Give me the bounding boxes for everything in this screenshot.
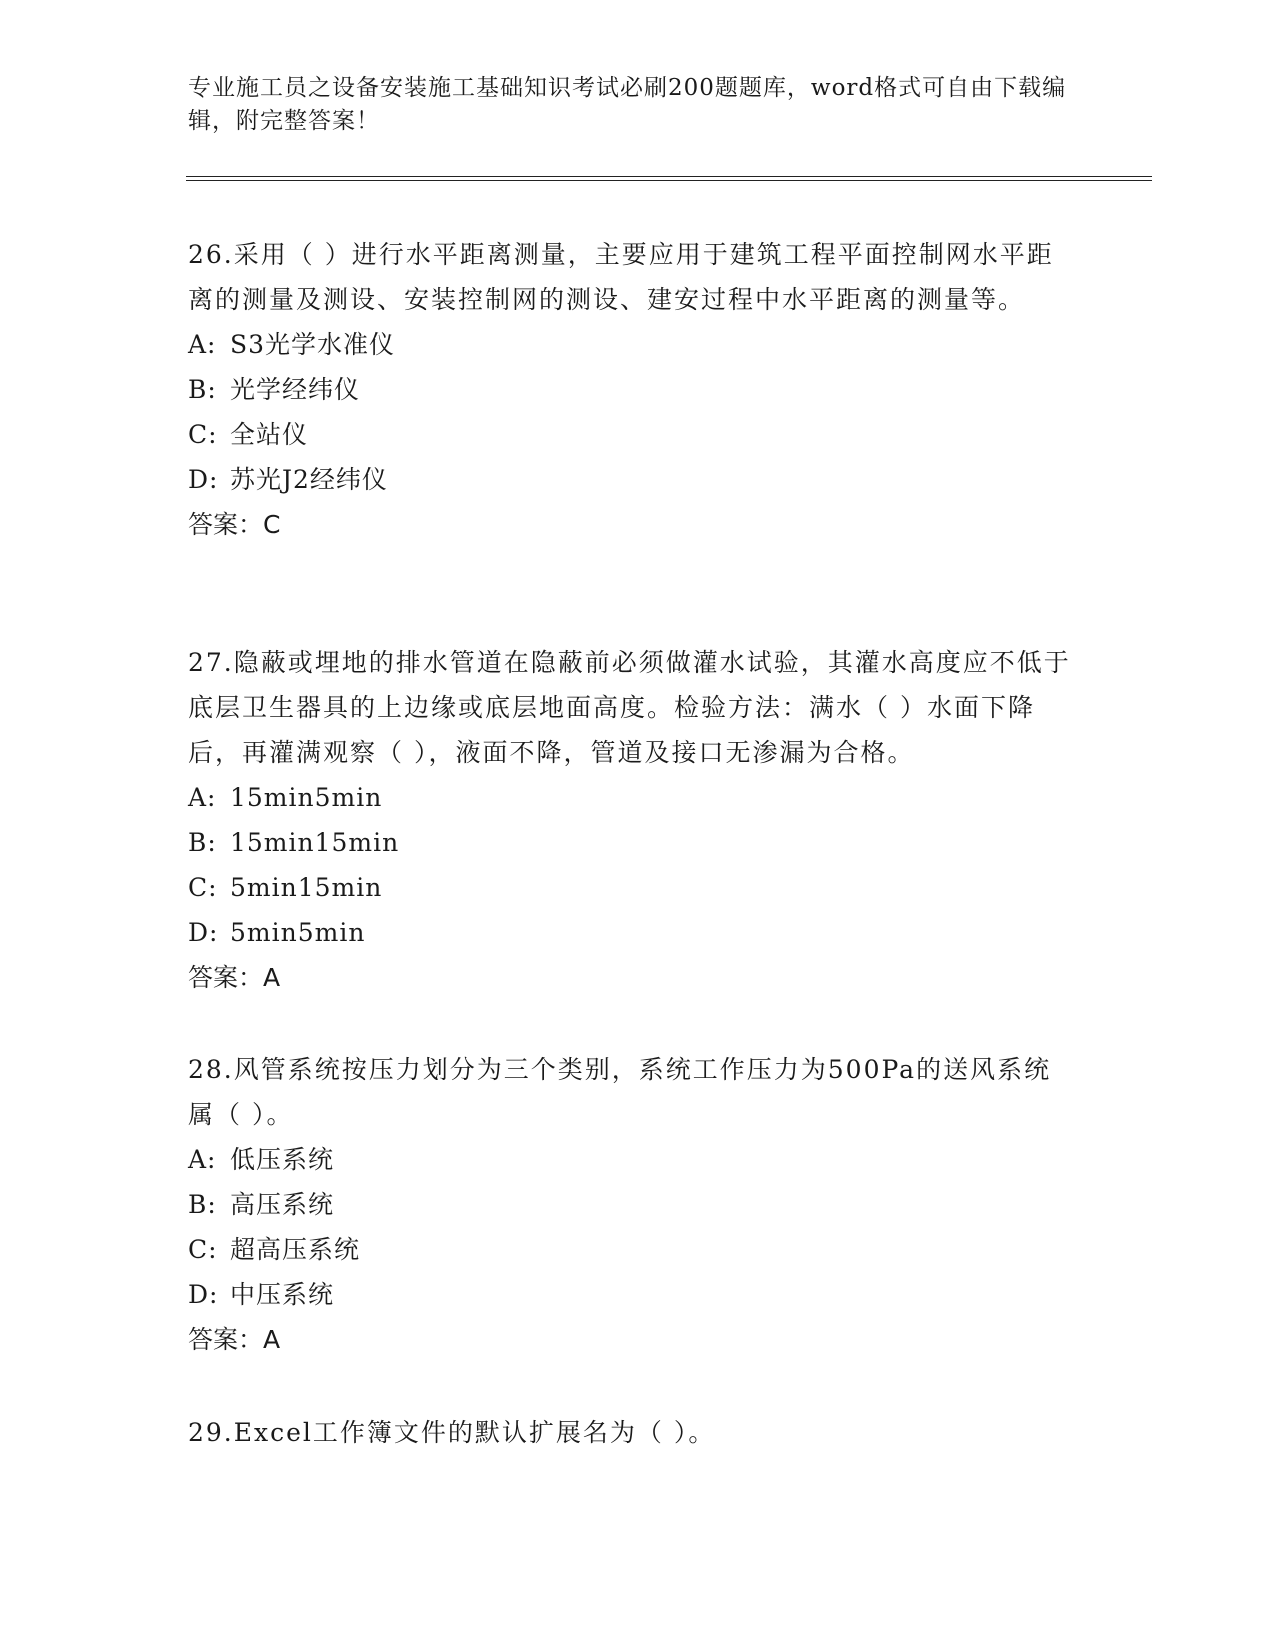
option-c: [188, 412, 1078, 457]
option-a: [188, 1137, 1078, 1182]
question-29: [188, 1410, 1078, 1455]
option-key: A:: [188, 330, 217, 359]
option-b: [188, 367, 1078, 412]
header-rule-top: [186, 176, 1152, 177]
option-text: 5min15min: [230, 873, 383, 902]
option-text: 全站仪: [230, 420, 309, 449]
option-b: [188, 820, 1078, 865]
option-text: 中压系统: [230, 1280, 335, 1309]
option-d: [188, 910, 1078, 955]
question-27: [188, 640, 1078, 1000]
answer-line: 答案：A: [188, 1325, 281, 1354]
option-key: D:: [188, 918, 219, 947]
option-text: S3光学水准仪: [230, 330, 396, 359]
option-d: [188, 1272, 1078, 1317]
option-key: D:: [188, 1280, 219, 1309]
option-d: [188, 457, 1078, 502]
option-key: C:: [188, 1235, 218, 1264]
option-text: 高压系统: [230, 1190, 335, 1219]
option-key: B:: [188, 375, 217, 404]
question-28: [188, 1047, 1078, 1362]
option-list: [188, 322, 1078, 502]
answer-line: 答案：A: [188, 963, 281, 992]
question-stem: 26.采用（ ）进行水平距离测量，主要应用于建筑工程平面控制网水平距离的测量及测设、安装控制网的测设、建安过程中水平距离的测量等。: [188, 240, 1054, 314]
option-c: [188, 1227, 1078, 1272]
option-text: 苏光J2经纬仪: [230, 465, 388, 494]
option-key: A:: [188, 783, 217, 812]
option-key: D:: [188, 465, 219, 494]
option-key: B:: [188, 828, 217, 857]
option-text: 低压系统: [230, 1145, 335, 1174]
option-text: 15min15min: [230, 828, 400, 857]
option-key: C:: [188, 420, 218, 449]
answer-line: 答案：C: [188, 510, 281, 539]
option-list: [188, 1137, 1078, 1317]
option-c: [188, 865, 1078, 910]
option-text: 5min5min: [230, 918, 366, 947]
option-text: 15min5min: [230, 783, 383, 812]
option-key: C:: [188, 873, 218, 902]
question-stem: 27.隐蔽或埋地的排水管道在隐蔽前必须做灌水试验，其灌水高度应不低于底层卫生器具的上边缘或底层地面高度。检验方法：满水（ ）水面下降后，再灌满观察（ ），液面不降，管道及接口无渗漏为合格。: [188, 648, 1071, 767]
option-a: [188, 775, 1078, 820]
option-key: A:: [188, 1145, 217, 1174]
option-a: [188, 322, 1078, 367]
question-stem: 28.风管系统按压力划分为三个类别，系统工作压力为500Pa的送风系统属（ ）。: [188, 1055, 1052, 1129]
question-stem: 29.Excel工作簿文件的默认扩展名为（ ）。: [188, 1418, 716, 1447]
option-b: [188, 1182, 1078, 1227]
option-key: B:: [188, 1190, 217, 1219]
option-text: 超高压系统: [230, 1235, 361, 1264]
header-rule-bottom: [186, 180, 1152, 181]
option-list: [188, 775, 1078, 955]
header-double-rule: [186, 176, 1152, 183]
document-header: 专业施工员之设备安装施工基础知识考试必刷200题题库，word格式可自由下载编辑，附完整答案！: [188, 75, 1067, 134]
option-text: 光学经纬仪: [230, 375, 361, 404]
question-26: [188, 232, 1078, 547]
